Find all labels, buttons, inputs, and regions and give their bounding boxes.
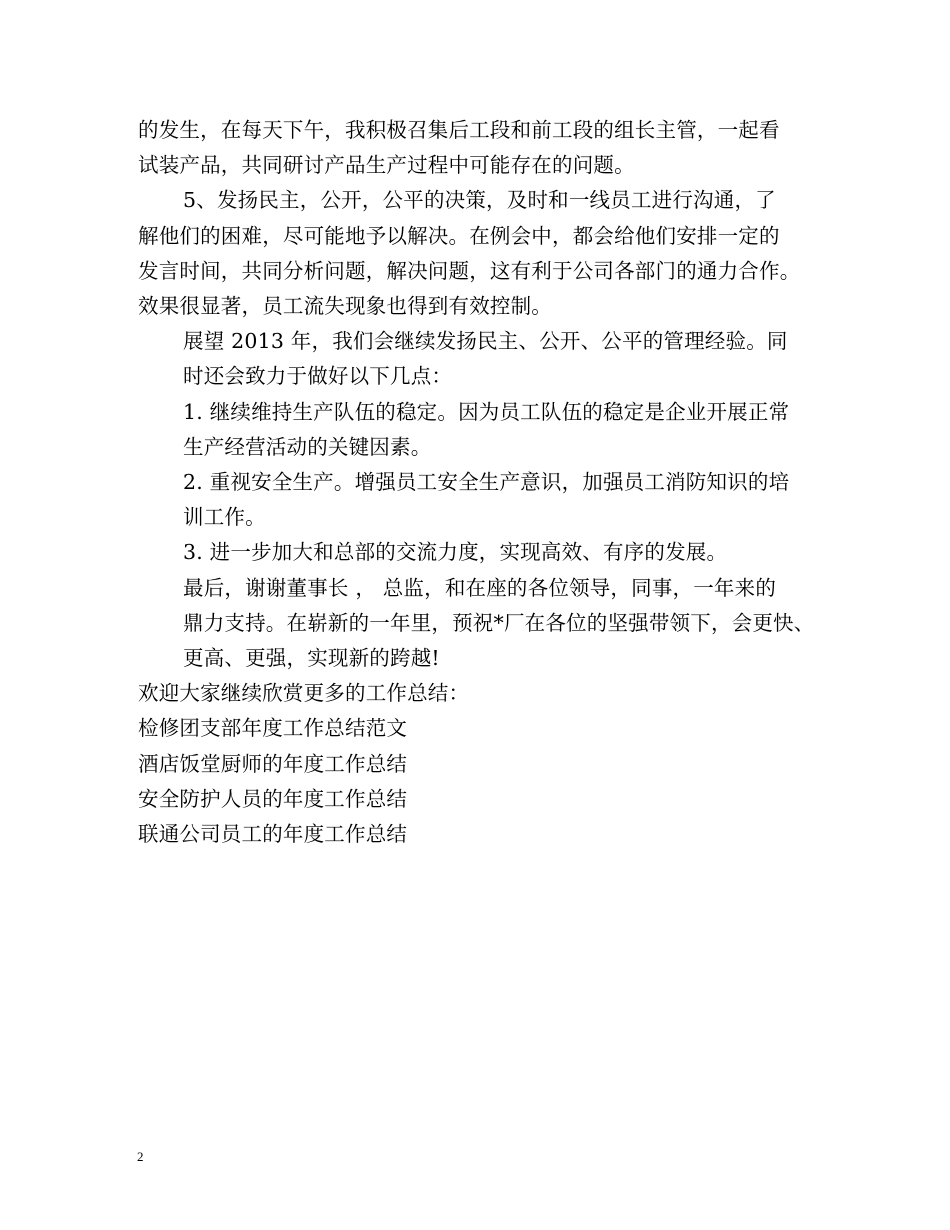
closing-paragraph <box>138 571 818 677</box>
page-number: 2 <box>137 1149 144 1164</box>
text-line: 训工作。 <box>183 505 266 530</box>
text-line: 鼎力支持。在崭新的一年里，预祝*厂在各位的坚强带领下，会更快、 <box>183 610 815 635</box>
text-line: 效果很显著，员工流失现象也得到有效控制。 <box>138 294 552 319</box>
related-link[interactable]: 检修团支部年度工作总结范文 <box>138 716 408 741</box>
more-intro: 欢迎大家继续欣赏更多的工作总结： <box>138 681 470 706</box>
text-line: 5、发扬民主，公开，公平的决策，及时和一线员工进行沟通，了 <box>183 188 776 213</box>
list-item-3 <box>138 535 818 570</box>
text-line: 展望 2013 年，我们会继续发扬民主、公开、公平的管理经验。同 <box>183 329 788 354</box>
related-link[interactable]: 联通公司员工的年度工作总结 <box>138 822 408 847</box>
text-line: 生产经营活动的关键因素。 <box>183 434 432 459</box>
text-line: 解他们的困难，尽可能地予以解决。在例会中，都会给他们安排一定的 <box>138 223 780 248</box>
text-line: 更高、更强，实现新的跨越! <box>183 646 440 671</box>
text-line: 3. 进一步加大和总部的交流力度，实现高效、有序的发展。 <box>183 540 728 565</box>
text-line: 1. 继续维持生产队伍的稳定。因为员工队伍的稳定是企业开展正常 <box>183 399 790 424</box>
related-link[interactable]: 酒店饭堂厨师的年度工作总结 <box>138 751 408 776</box>
document-body <box>138 113 818 852</box>
list-item-2 <box>138 465 818 535</box>
related-links-list <box>138 711 818 852</box>
paragraph-3 <box>138 324 818 394</box>
text-line: 时还会致力于做好以下几点： <box>183 364 453 389</box>
text-line: 发言时间，共同分析问题，解决问题，这有利于公司各部门的通力合作。 <box>138 258 801 283</box>
text-line: 2. 重视安全生产。增强员工安全生产意识，加强员工消防知识的培 <box>183 470 790 495</box>
list-item-1 <box>138 395 818 465</box>
paragraph-2 <box>138 183 818 324</box>
text-line: 最后，谢谢董事长 ， 总监，和在座的各位领导，同事，一年来的 <box>183 575 777 600</box>
text-line: 的发生，在每天下午，我积极召集后工段和前工段的组长主管，一起看 <box>138 118 780 142</box>
text-line: 试装产品，共同研讨产品生产过程中可能存在的问题。 <box>138 153 635 178</box>
related-link[interactable]: 安全防护人员的年度工作总结 <box>138 786 408 811</box>
paragraph-1 <box>138 113 818 183</box>
